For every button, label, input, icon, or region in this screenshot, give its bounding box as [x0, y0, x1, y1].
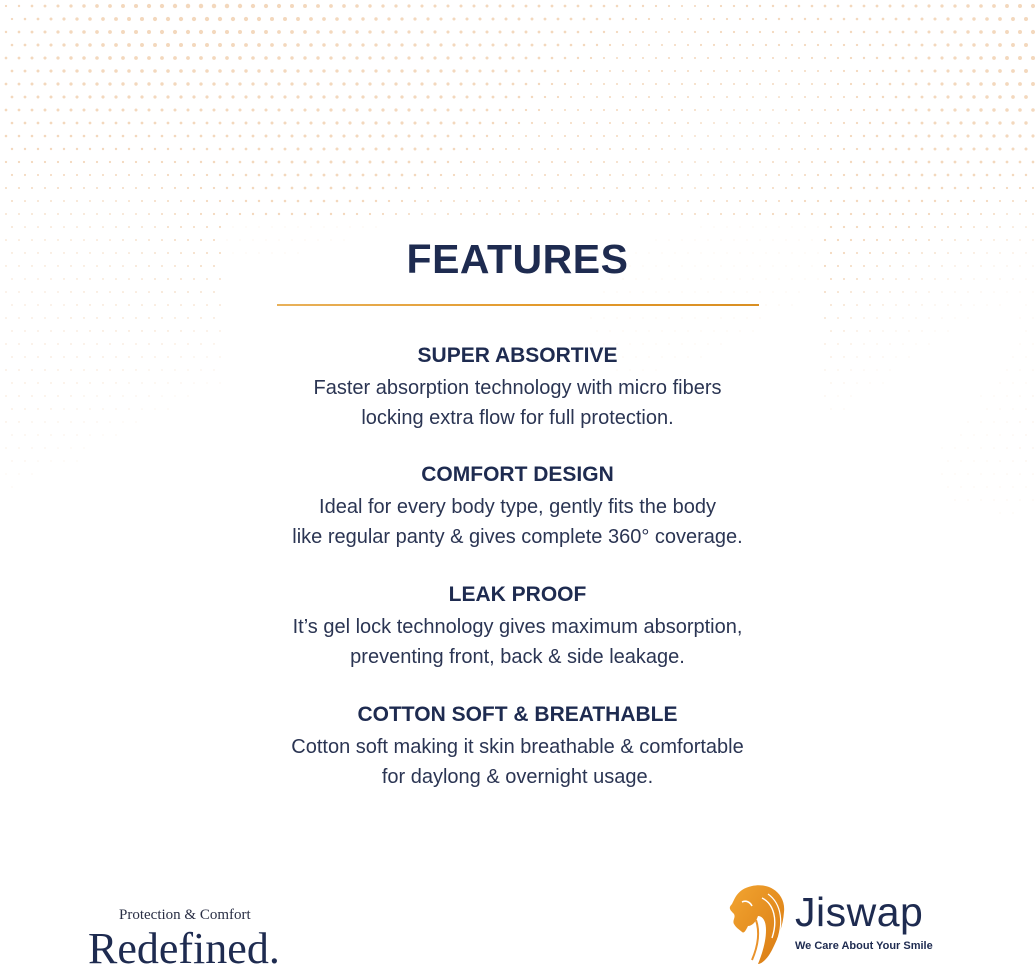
feature-description: [0, 492, 1035, 552]
feature-heading: COMFORT DESIGN: [421, 463, 614, 486]
feature-line: Cotton soft making it skin breathable & comfortable: [291, 736, 744, 758]
brand-logo: [722, 880, 962, 965]
page-title: FEATURES: [406, 236, 629, 282]
feature-heading: LEAK PROOF: [448, 583, 587, 606]
feature-super-absortive: [0, 342, 1035, 433]
title-divider: [277, 304, 759, 306]
feature-line: preventing front, back & side leakage.: [350, 646, 685, 668]
brand-name: Jiswap: [795, 889, 924, 935]
feature-line: for daylong & overnight usage.: [381, 766, 654, 788]
feature-description: [0, 612, 1035, 672]
feature-leak-proof: [0, 581, 1035, 672]
woman-profile-logo-icon: [722, 880, 792, 965]
feature-heading: SUPER ABSORTIVE: [417, 344, 618, 367]
tagline: [88, 905, 308, 971]
brand-slogan: We Care About Your Smile: [795, 940, 933, 952]
feature-line: Faster absorption technology with micro fibers: [313, 377, 722, 399]
feature-comfort-design: [0, 461, 1035, 552]
feature-heading: COTTON SOFT & BREATHABLE: [357, 703, 678, 726]
feature-cotton-soft: [0, 701, 1035, 792]
feature-description: [0, 373, 1035, 433]
feature-line: locking extra flow for full protection.: [361, 407, 674, 429]
feature-line: like regular panty & gives complete 360° coverage.: [292, 526, 743, 548]
tagline-big: Redefined.: [88, 924, 280, 973]
feature-description: [0, 732, 1035, 792]
feature-line: Ideal for every body type, gently fits the body: [319, 496, 716, 518]
tagline-small: Protection & Comfort: [119, 907, 251, 923]
feature-line: It’s gel lock technology gives maximum absorption,: [292, 616, 743, 638]
